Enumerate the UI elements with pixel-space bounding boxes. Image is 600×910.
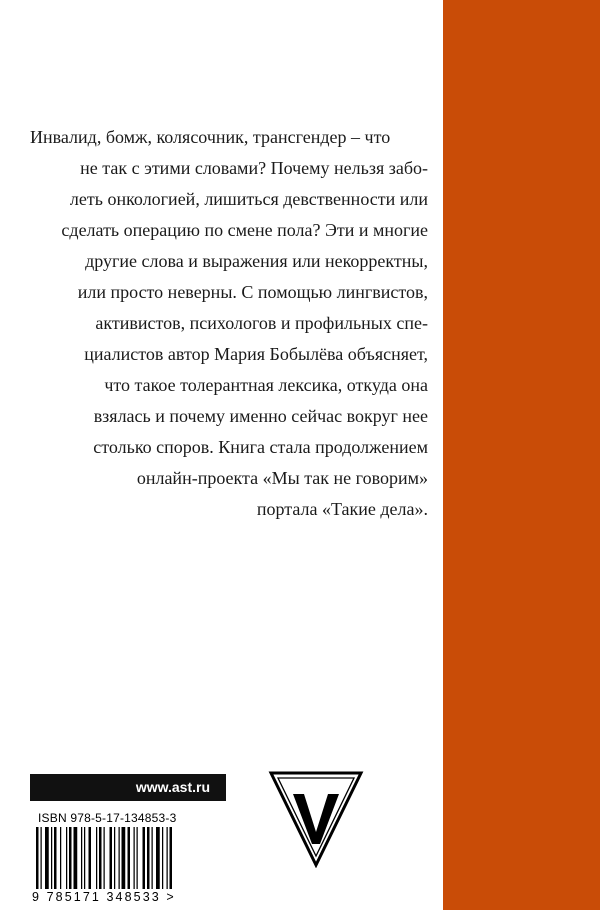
blurb-line: другие слова и выражения или некорректны,	[85, 251, 428, 271]
barcode-bar	[81, 827, 82, 889]
barcode-bar	[167, 827, 168, 889]
barcode-bar	[60, 827, 61, 889]
barcode-bar	[134, 827, 135, 889]
blurb-line: Инвалид, бомж, колясочник, трансгендер – что	[30, 127, 391, 147]
isbn-label: ISBN 978-5-17-134853-3	[38, 811, 177, 825]
blurb-line: или просто неверны. С помощью лингвистов,	[77, 282, 428, 302]
barcode-bar	[66, 827, 67, 889]
blurb-line: что такое толерантная лексика, откуда она	[104, 375, 428, 395]
blurb-line: циалистов автор Мария Бобылёва объясняет,	[84, 344, 428, 364]
barcode-bar	[147, 827, 150, 889]
barcode-digits: 9 785171 348533 >	[32, 890, 176, 904]
barcode-bar	[54, 827, 57, 889]
blurb-line: активистов, психологов и профильных спе-	[95, 313, 428, 333]
blurb-line: леть онкологией, лишиться девственности или	[69, 189, 428, 209]
barcode-bar	[45, 827, 49, 889]
blurb-line: не так с этими словами? Почему нельзя забо-	[80, 158, 428, 178]
barcode-bar	[74, 827, 78, 889]
blurb-text	[30, 122, 428, 525]
barcode-bar	[41, 827, 42, 889]
barcode-bar	[51, 827, 52, 889]
blurb-line: взялась и почему именно сейчас вокруг нее	[93, 406, 428, 426]
barcode-bar	[128, 827, 131, 889]
barcode-bar	[110, 827, 113, 889]
barcode-bar	[36, 827, 39, 889]
barcode-bar	[137, 827, 138, 889]
barcode-bar	[122, 827, 126, 889]
blurb-line: онлайн-проекта «Мы так не говорим»	[136, 468, 428, 488]
v-triangle-logo	[268, 770, 364, 868]
blurb-line: сделать операцию по смене пола? Эти и многие	[61, 220, 428, 240]
barcode-bar	[114, 827, 115, 889]
barcode	[32, 827, 212, 889]
orange-spine	[443, 0, 600, 910]
barcode-bar	[156, 827, 160, 889]
barcode-bar	[119, 827, 120, 889]
blurb-line: портала «Такие дела».	[256, 499, 428, 519]
barcode-bar	[170, 827, 173, 889]
blurb-line: столько споров. Книга стала продолжением	[93, 437, 428, 457]
barcode-bar	[84, 827, 85, 889]
barcode-bar	[104, 827, 105, 889]
publisher-website: www.ast.ru	[30, 774, 226, 801]
barcode-bar	[89, 827, 92, 889]
barcode-bar	[69, 827, 72, 889]
barcode-bar	[152, 827, 153, 889]
barcode-bar	[99, 827, 102, 889]
barcode-bar	[143, 827, 146, 889]
barcode-bar	[96, 827, 97, 889]
barcode-bar	[162, 827, 163, 889]
